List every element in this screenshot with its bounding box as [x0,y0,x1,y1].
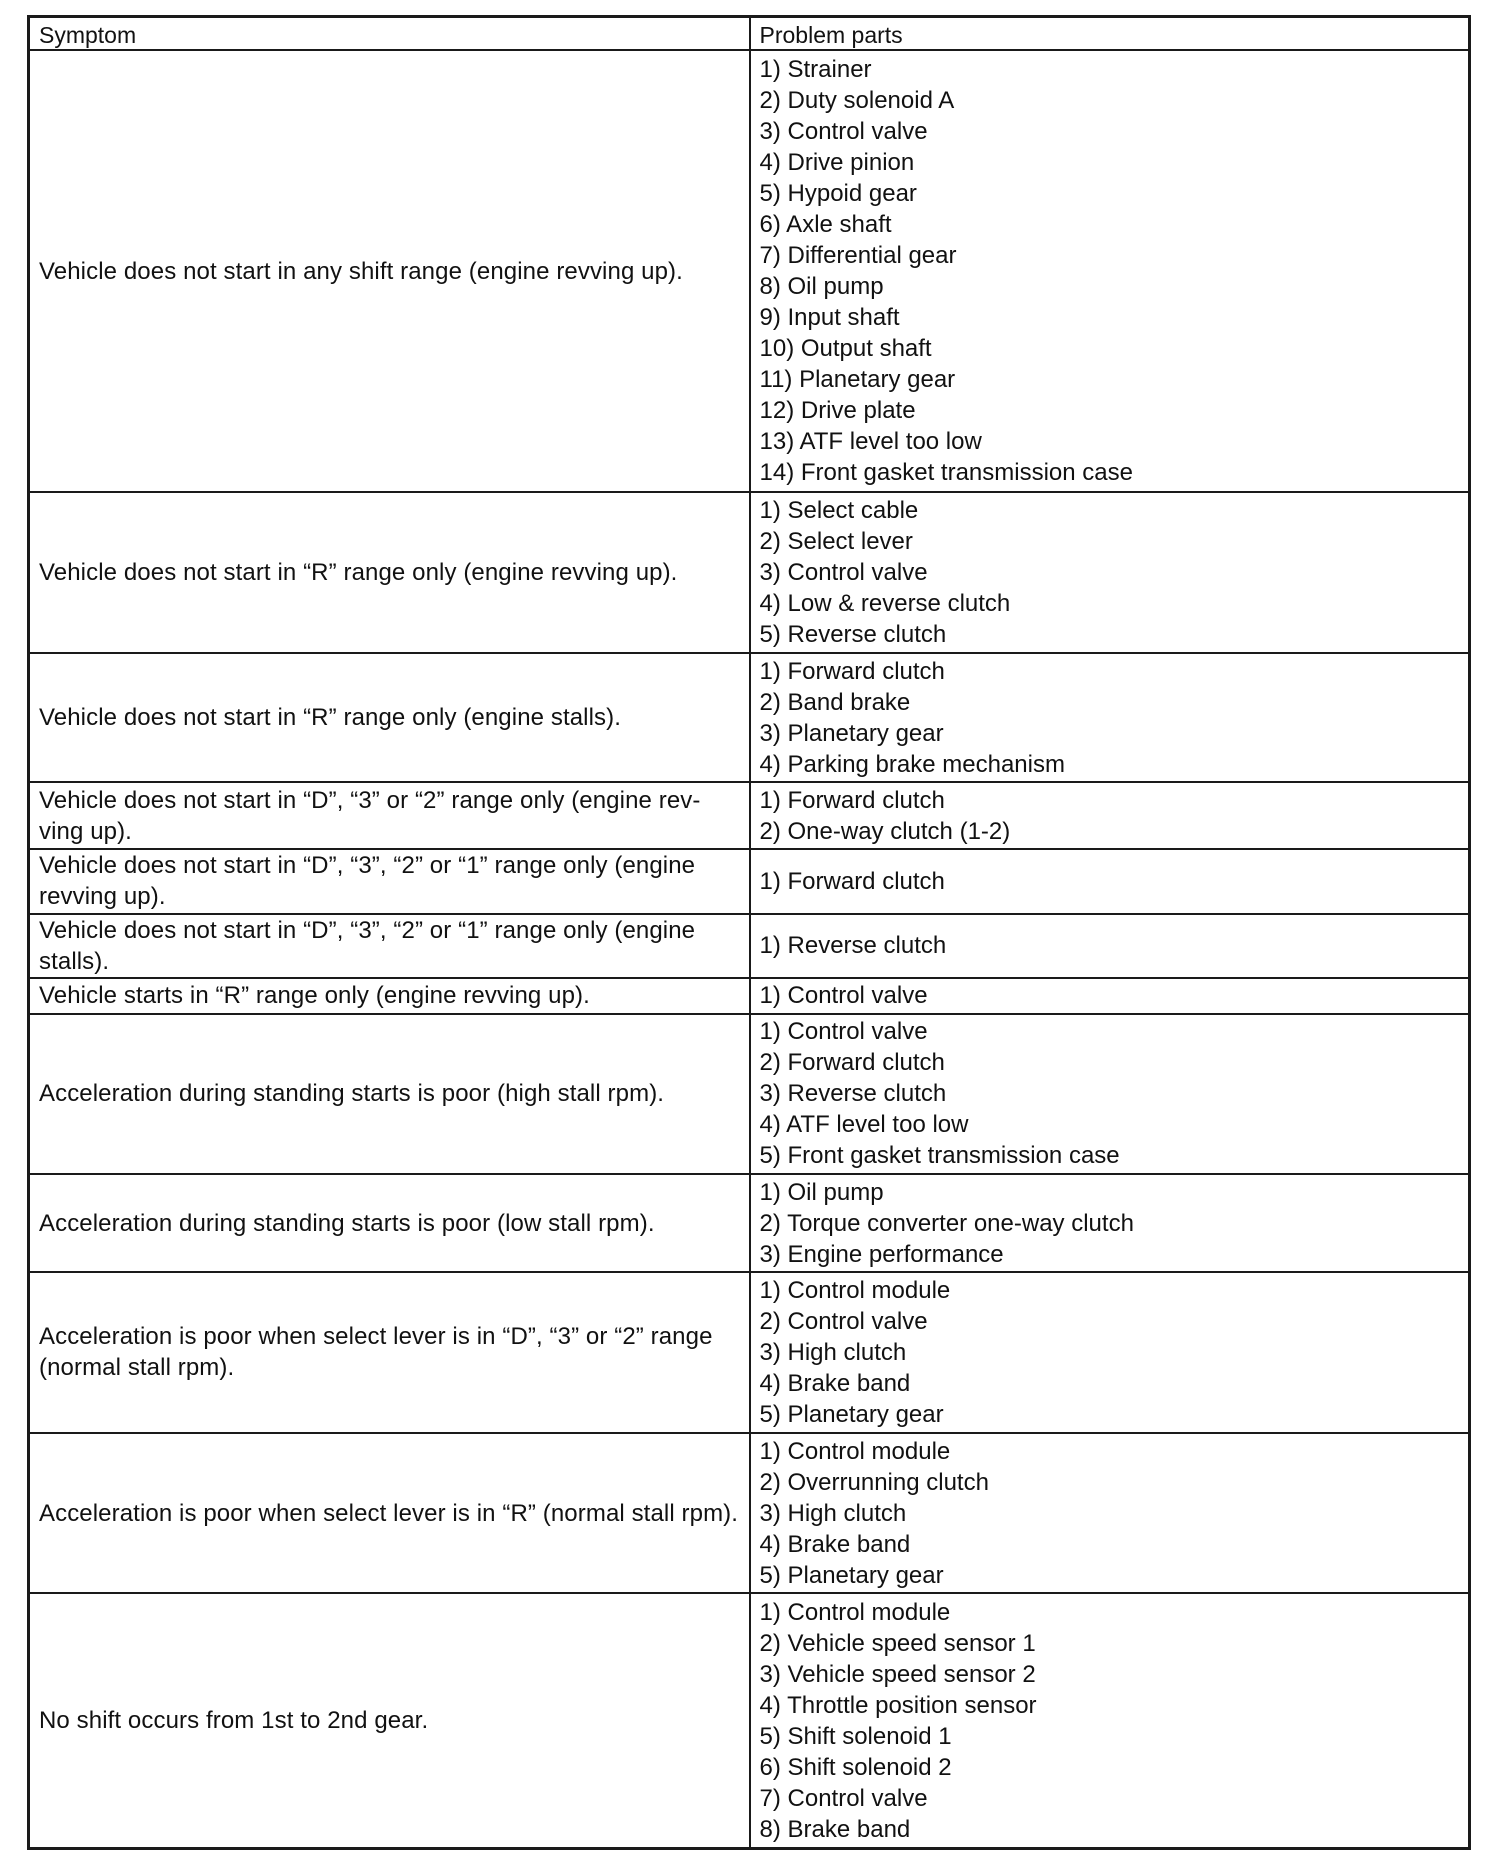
table-row [29,653,1470,782]
problem-part-item: 5) Hypoid gear [759,180,917,208]
symptom-cell: Vehicle starts in “R” range only (engine revving up). [29,978,750,1013]
problem-part-item: 10) Output shaft [759,335,932,363]
problem-part-item: 1) Control module [759,1437,951,1465]
problem-part-item: 1) Control valve [759,982,928,1010]
table-row [29,50,1470,492]
problem-parts-cell [750,1593,1470,1848]
table-row [29,782,1470,849]
problem-part-item: 6) Shift solenoid 2 [759,1753,952,1781]
header-problem-parts: Problem parts [750,17,1470,51]
problem-part-item: 3) Control valve [759,118,928,146]
problem-part-item: 4) Low & reverse clutch [759,590,1011,618]
table-row [29,1433,1470,1594]
problem-parts-cell [750,1174,1470,1272]
problem-part-item: 5) Planetary gear [759,1561,944,1589]
problem-part-item: 1) Forward clutch [759,657,945,685]
problem-part-item: 4) Drive pinion [759,149,915,177]
problem-parts-cell [750,782,1470,849]
table-row [29,849,1470,914]
problem-part-item: 5) Shift solenoid 1 [759,1722,952,1750]
problem-part-item: 2) Overrunning clutch [759,1468,989,1496]
problem-part-item: 1) Control valve [759,1018,928,1046]
problem-part-item: 8) Oil pump [759,273,884,301]
problem-part-item: 1) Forward clutch [759,786,945,814]
problem-part-item: 2) Duty solenoid A [759,87,955,115]
symptom-cell: Acceleration is poor when select lever is in “D”, “3” or “2” range (normal stall rpm). [29,1272,750,1433]
problem-part-item: 3) Control valve [759,559,928,587]
problem-part-item: 3) High clutch [759,1338,907,1366]
table-body [29,50,1470,1849]
problem-parts-cell [750,653,1470,782]
problem-parts-cell [750,1272,1470,1433]
problem-part-item: 2) Control valve [759,1307,928,1335]
problem-part-item: 3) Reverse clutch [759,1080,947,1108]
problem-parts-cell [750,914,1470,979]
symptom-cell: No shift occurs from 1st to 2nd gear. [29,1593,750,1848]
problem-part-item: 2) Vehicle speed sensor 1 [759,1629,1036,1657]
problem-part-item: 12) Drive plate [759,397,916,425]
problem-part-item: 5) Front gasket transmission case [759,1142,1120,1170]
symptom-cell: Vehicle does not start in “D”, “3” or “2” range only (engine rev- ving up). [29,782,750,849]
table-row [29,1272,1470,1433]
problem-part-item: 5) Planetary gear [759,1400,944,1428]
problem-parts-cell [750,1014,1470,1175]
table-row [29,1014,1470,1175]
symptom-cell: Acceleration during standing starts is poor (low stall rpm). [29,1174,750,1272]
problem-part-item: 11) Planetary gear [759,366,956,394]
problem-part-item: 14) Front gasket transmission case [759,459,1133,487]
problem-part-item: 1) Reverse clutch [759,932,947,960]
problem-part-item: 4) Brake band [759,1369,911,1397]
problem-part-item: 5) Reverse clutch [759,621,947,649]
problem-part-item: 1) Strainer [759,56,872,84]
problem-part-item: 6) Axle shaft [759,211,892,239]
problem-parts-cell [750,1433,1470,1594]
problem-part-item: 9) Input shaft [759,304,900,332]
table-row [29,978,1470,1013]
symptom-cell: Vehicle does not start in “D”, “3”, “2” or “1” range only (engine stalls). [29,914,750,979]
symptom-cell: Acceleration during standing starts is poor (high stall rpm). [29,1014,750,1175]
problem-part-item: 4) Throttle position sensor [759,1691,1037,1719]
problem-parts-cell [750,50,1470,492]
problem-parts-cell [750,492,1470,653]
problem-part-item: 3) Engine performance [759,1240,1004,1268]
problem-part-item: 2) Torque converter one-way clutch [759,1209,1134,1237]
problem-part-item: 1) Control module [759,1276,951,1304]
problem-part-item: 2) Band brake [759,688,911,716]
problem-part-item: 4) Brake band [759,1530,911,1558]
problem-part-item: 3) High clutch [759,1499,907,1527]
problem-part-item: 2) One-way clutch (1-2) [759,817,1011,845]
table-row [29,1174,1470,1272]
problem-part-item: 1) Control module [759,1598,951,1626]
symptom-cell: Vehicle does not start in any shift range (engine revving up). [29,50,750,492]
problem-part-item: 8) Brake band [759,1815,911,1843]
problem-part-item: 13) ATF level too low [759,428,982,456]
problem-part-item: 3) Vehicle speed sensor 2 [759,1660,1036,1688]
table-header-row [29,17,1470,51]
problem-part-item: 4) ATF level too low [759,1111,969,1139]
problem-part-item: 1) Forward clutch [759,867,945,895]
problem-part-item: 1) Select cable [759,497,919,525]
problem-parts-cell [750,849,1470,914]
problem-part-item: 7) Control valve [759,1784,928,1812]
problem-parts-cell [750,978,1470,1013]
problem-part-item: 4) Parking brake mechanism [759,750,1065,778]
symptom-cell: Acceleration is poor when select lever is in “R” (normal stall rpm). [29,1433,750,1594]
table-row [29,914,1470,979]
problem-part-item: 2) Forward clutch [759,1049,945,1077]
symptom-cell: Vehicle does not start in “R” range only (engine revving up). [29,492,750,653]
header-symptom: Symptom [29,17,750,51]
table-row [29,492,1470,653]
problem-part-item: 2) Select lever [759,528,913,556]
problem-part-item: 3) Planetary gear [759,719,944,747]
symptom-cell: Vehicle does not start in “R” range only (engine stalls). [29,653,750,782]
problem-part-item: 7) Differential gear [759,242,957,270]
table-row [29,1593,1470,1848]
symptom-table [27,15,1471,1850]
problem-part-item: 1) Oil pump [759,1178,884,1206]
symptom-cell: Vehicle does not start in “D”, “3”, “2” or “1” range only (engine revving up). [29,849,750,914]
